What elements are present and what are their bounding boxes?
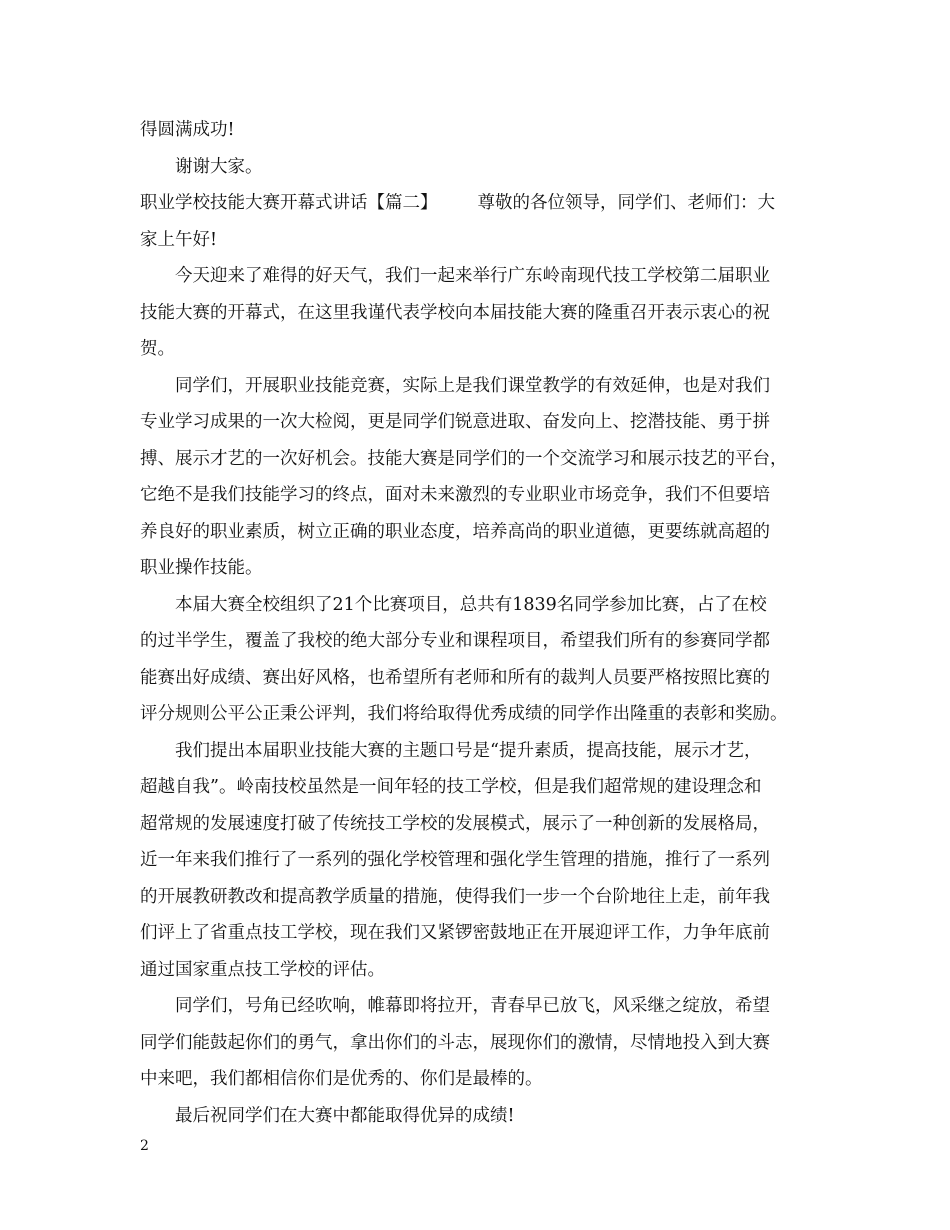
text-line: 近一年来我们推行了一系列的强化学校管理和强化学生管理的措施，推行了一系列	[140, 850, 770, 870]
text-line: 评分规则公平公正秉公评判，我们将给取得优秀成绩的同学作出隆重的表彰和奖励。	[140, 704, 788, 724]
text-line: 的开展教研教改和提高教学质量的措施，使得我们一步一个台阶地往上走，前年我	[140, 886, 770, 907]
text-line: 今天迎来了难得的好天气，我们一起来举行广东岭南现代技工学校第二届职业	[175, 266, 770, 286]
text-line: 专业学习成果的一次大检阅，更是同学们锐意进取、奋发向上、挖潜技能、勇于拼	[140, 412, 770, 432]
text-line: 谢谢大家。	[175, 156, 263, 177]
text-line: 超越自我”。岭南技校虽然是一间年轻的技工学校，但是我们超常规的建设理念和	[140, 777, 762, 797]
text-line: 搏、展示才艺的一次好机会。技能大赛是同学们的一个交流学习和展示技艺的平台，	[140, 448, 788, 469]
text-line: 养良好的职业素质，树立正确的职业态度，培养高尚的职业道德，更要练就高超的	[140, 521, 770, 542]
page-number: 2	[140, 1138, 149, 1154]
text-line: 中来吧，我们都相信你们是优秀的、你们是最棒的。	[140, 1069, 543, 1089]
text-line: 我们提出本届职业技能大赛的主题口号是“提升素质，提高技能，展示才艺，	[175, 740, 762, 761]
text-line: 本届大赛全校组织了21个比赛项目，总共有1839名同学参加比赛，占了在校	[175, 594, 767, 615]
text-line: 最后祝同学们在大赛中都能取得优异的成绩!	[175, 1105, 515, 1126]
text-line: 们评上了省重点技工学校，现在我们又紧锣密鼓地正在开展迎评工作，力争年底前	[140, 923, 770, 943]
text-line: 家上午好!	[140, 229, 218, 250]
text-line-with-heading	[140, 185, 820, 222]
salutation-text: 尊敬的各位领导，同学们、老师们：大	[477, 193, 775, 213]
document-body	[140, 112, 820, 1134]
text-line: 贺。	[140, 339, 175, 359]
text-line: 它绝不是我们技能学习的终点，面对未来激烈的专业职业市场竞争，我们不但要培	[140, 485, 770, 505]
text-line: 同学们能鼓起你们的勇气，拿出你们的斗志，展现你们的激情，尽情地投入到大赛	[140, 1032, 770, 1053]
text-line: 技能大赛的开幕式，在这里我谨代表学校向本届技能大赛的隆重召开表示衷心的祝	[140, 302, 770, 323]
text-line: 同学们，号角已经吹响，帷幕即将拉开，青春早已放飞，风采继之绽放，希望	[175, 996, 770, 1016]
text-line: 得圆满成功!	[140, 120, 235, 140]
text-line: 的过半学生，覆盖了我校的绝大部分专业和课程项目，希望我们所有的参赛同学都	[140, 631, 770, 651]
text-line: 能赛出好成绩、赛出好风格，也希望所有老师和所有的裁判人员要严格按照比赛的	[140, 667, 770, 688]
text-line: 职业操作技能。	[140, 558, 263, 578]
text-line: 通过国家重点技工学校的评估。	[140, 959, 385, 980]
text-line: 同学们，开展职业技能竞赛，实际上是我们课堂教学的有效延伸，也是对我们	[175, 375, 770, 396]
text-line: 超常规的发展速度打破了传统技工学校的发展模式，展示了一种创新的发展格局，	[140, 813, 770, 834]
section-heading: 职业学校技能大赛开幕式讲话【篇二】	[140, 193, 438, 213]
